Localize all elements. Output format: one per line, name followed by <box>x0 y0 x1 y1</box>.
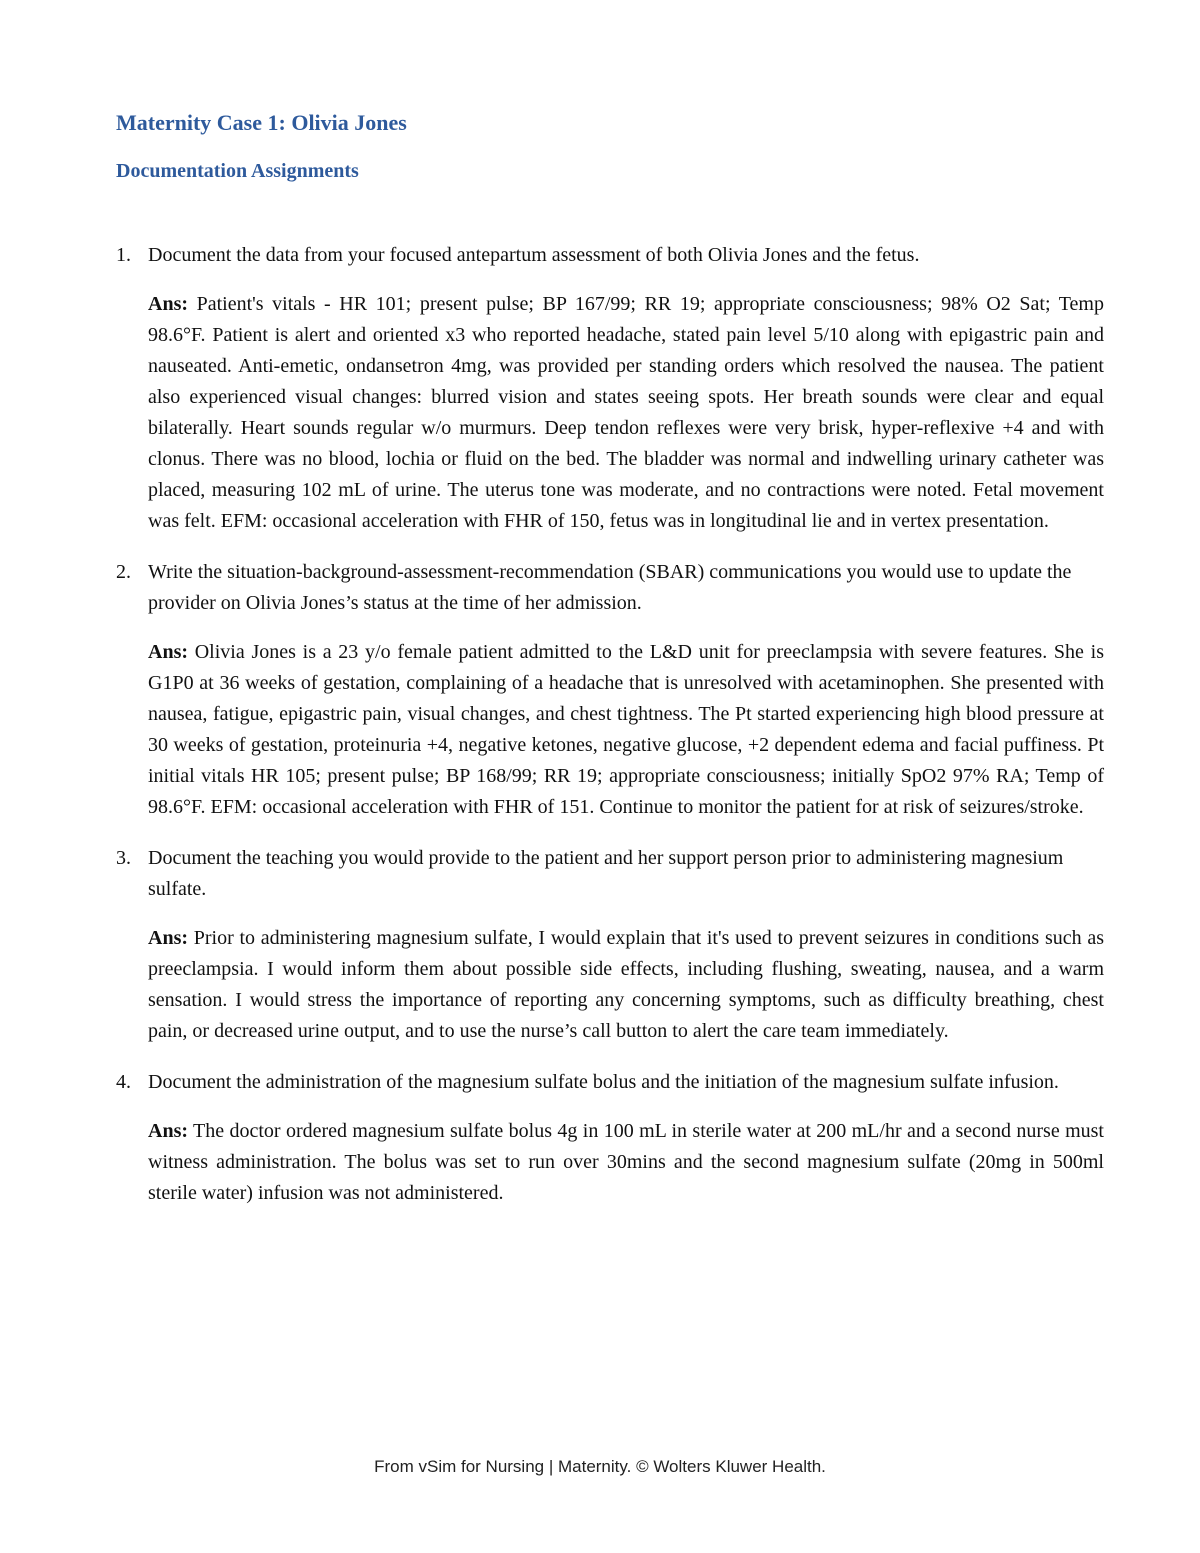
question-4 <box>116 1067 1104 1098</box>
question-text: Document the data from your focused antepartum assessment of both Olivia Jones and the fetus. <box>148 244 920 266</box>
answer-label: Ans: <box>148 641 189 663</box>
answer-text: Olivia Jones is a 23 y/o female patient admitted to the L&D unit for preeclampsia with severe features. She is G1P0 at 36 weeks of gestation, complaining of a headache that is unresolved with acetaminophen. She presented with nausea, fatigue, epigastric pain, visual changes, and chest tightness. The Pt started experiencing high blood pressure at 30 weeks of gestation, proteinuria +4, negative ketones, negative glucose, +2 dependent edema and facial puffiness. Pt initial vitals HR 105; present pulse; BP 168/99; RR 19; appropriate consciousness; initially SpO2 97% RA; Temp of 98.6°F. EFM: occasional acceleration with FHR of 151. Continue to monitor the patient for at risk of seizures/stroke. <box>148 641 1104 818</box>
answer-text: Prior to administering magnesium sulfate, I would explain that it's used to prevent seizures in conditions such as preeclampsia. I would inform them about possible side effects, including flushing, sweating, nausea, and a warm sensation. I would stress the importance of reporting any concerning symptoms, such as difficulty breathing, chest pain, or decreased urine output, and to use the nurse’s call button to alert the care team immediately. <box>148 927 1104 1042</box>
question-1 <box>116 240 1104 271</box>
assignment-list <box>116 240 1104 1229</box>
assignment-item-1 <box>116 240 1104 537</box>
answer-2 <box>148 637 1104 823</box>
question-2 <box>116 557 1104 619</box>
assignment-item-3 <box>116 843 1104 1047</box>
question-number: 2. <box>116 561 131 583</box>
answer-text: Patient's vitals - HR 101; present pulse; BP 167/99; RR 19; appropriate consciousness; 98% O2 Sat; Temp 98.6°F. Patient is alert and oriented x3 who reported headache, stated pain level 5/10 along with epigastric pain and nauseated. Anti-emetic, ondansetron 4mg, was provided per standing orders which resolved the nausea. The patient also experienced visual changes: blurred vision and states seeing spots. Her breath sounds were clear and equal bilaterally. Heart sounds regular w/o murmurs. Deep tendon reflexes were very brisk, hyper-reflexive +4 and with clonus. There was no blood, lochia or fluid on the bed. The bladder was normal and indwelling urinary catheter was placed, measuring 102 mL of urine. The uterus tone was moderate, and no contractions were noted. Fetal movement was felt. EFM: occasional acceleration with FHR of 150, fetus was in longitudinal lie and in vertex presentation. <box>148 293 1104 532</box>
question-number: 1. <box>116 244 131 266</box>
answer-label: Ans: <box>148 927 189 949</box>
answer-label: Ans: <box>148 1120 189 1142</box>
question-text: Document the administration of the magnesium sulfate bolus and the initiation of the magnesium sulfate infusion. <box>148 1071 1059 1093</box>
answer-label: Ans: <box>148 293 189 315</box>
assignment-item-2 <box>116 557 1104 823</box>
question-number: 3. <box>116 847 131 869</box>
question-number: 4. <box>116 1071 131 1093</box>
question-text: Document the teaching you would provide to the patient and her support person prior to administering magnesium sulfate. <box>148 847 1064 900</box>
answer-4 <box>148 1116 1104 1209</box>
page-title: Maternity Case 1: Olivia Jones <box>116 110 407 135</box>
assignment-item-4 <box>116 1067 1104 1209</box>
question-3 <box>116 843 1104 905</box>
answer-1 <box>148 289 1104 537</box>
answer-text: The doctor ordered magnesium sulfate bolus 4g in 100 mL in sterile water at 200 mL/hr and a second nurse must witness administration. The bolus was set to run over 30mins and the second magnesium sulfate (20mg in 500ml sterile water) infusion was not administered. <box>148 1120 1104 1204</box>
question-text: Write the situation-background-assessment-recommendation (SBAR) communications you would use to update the provider on Olivia Jones’s status at the time of her admission. <box>148 561 1072 614</box>
page-subtitle: Documentation Assignments <box>116 160 359 182</box>
page-footer: From vSim for Nursing | Maternity. © Wolters Kluwer Health. <box>374 1457 826 1476</box>
answer-3 <box>148 923 1104 1047</box>
